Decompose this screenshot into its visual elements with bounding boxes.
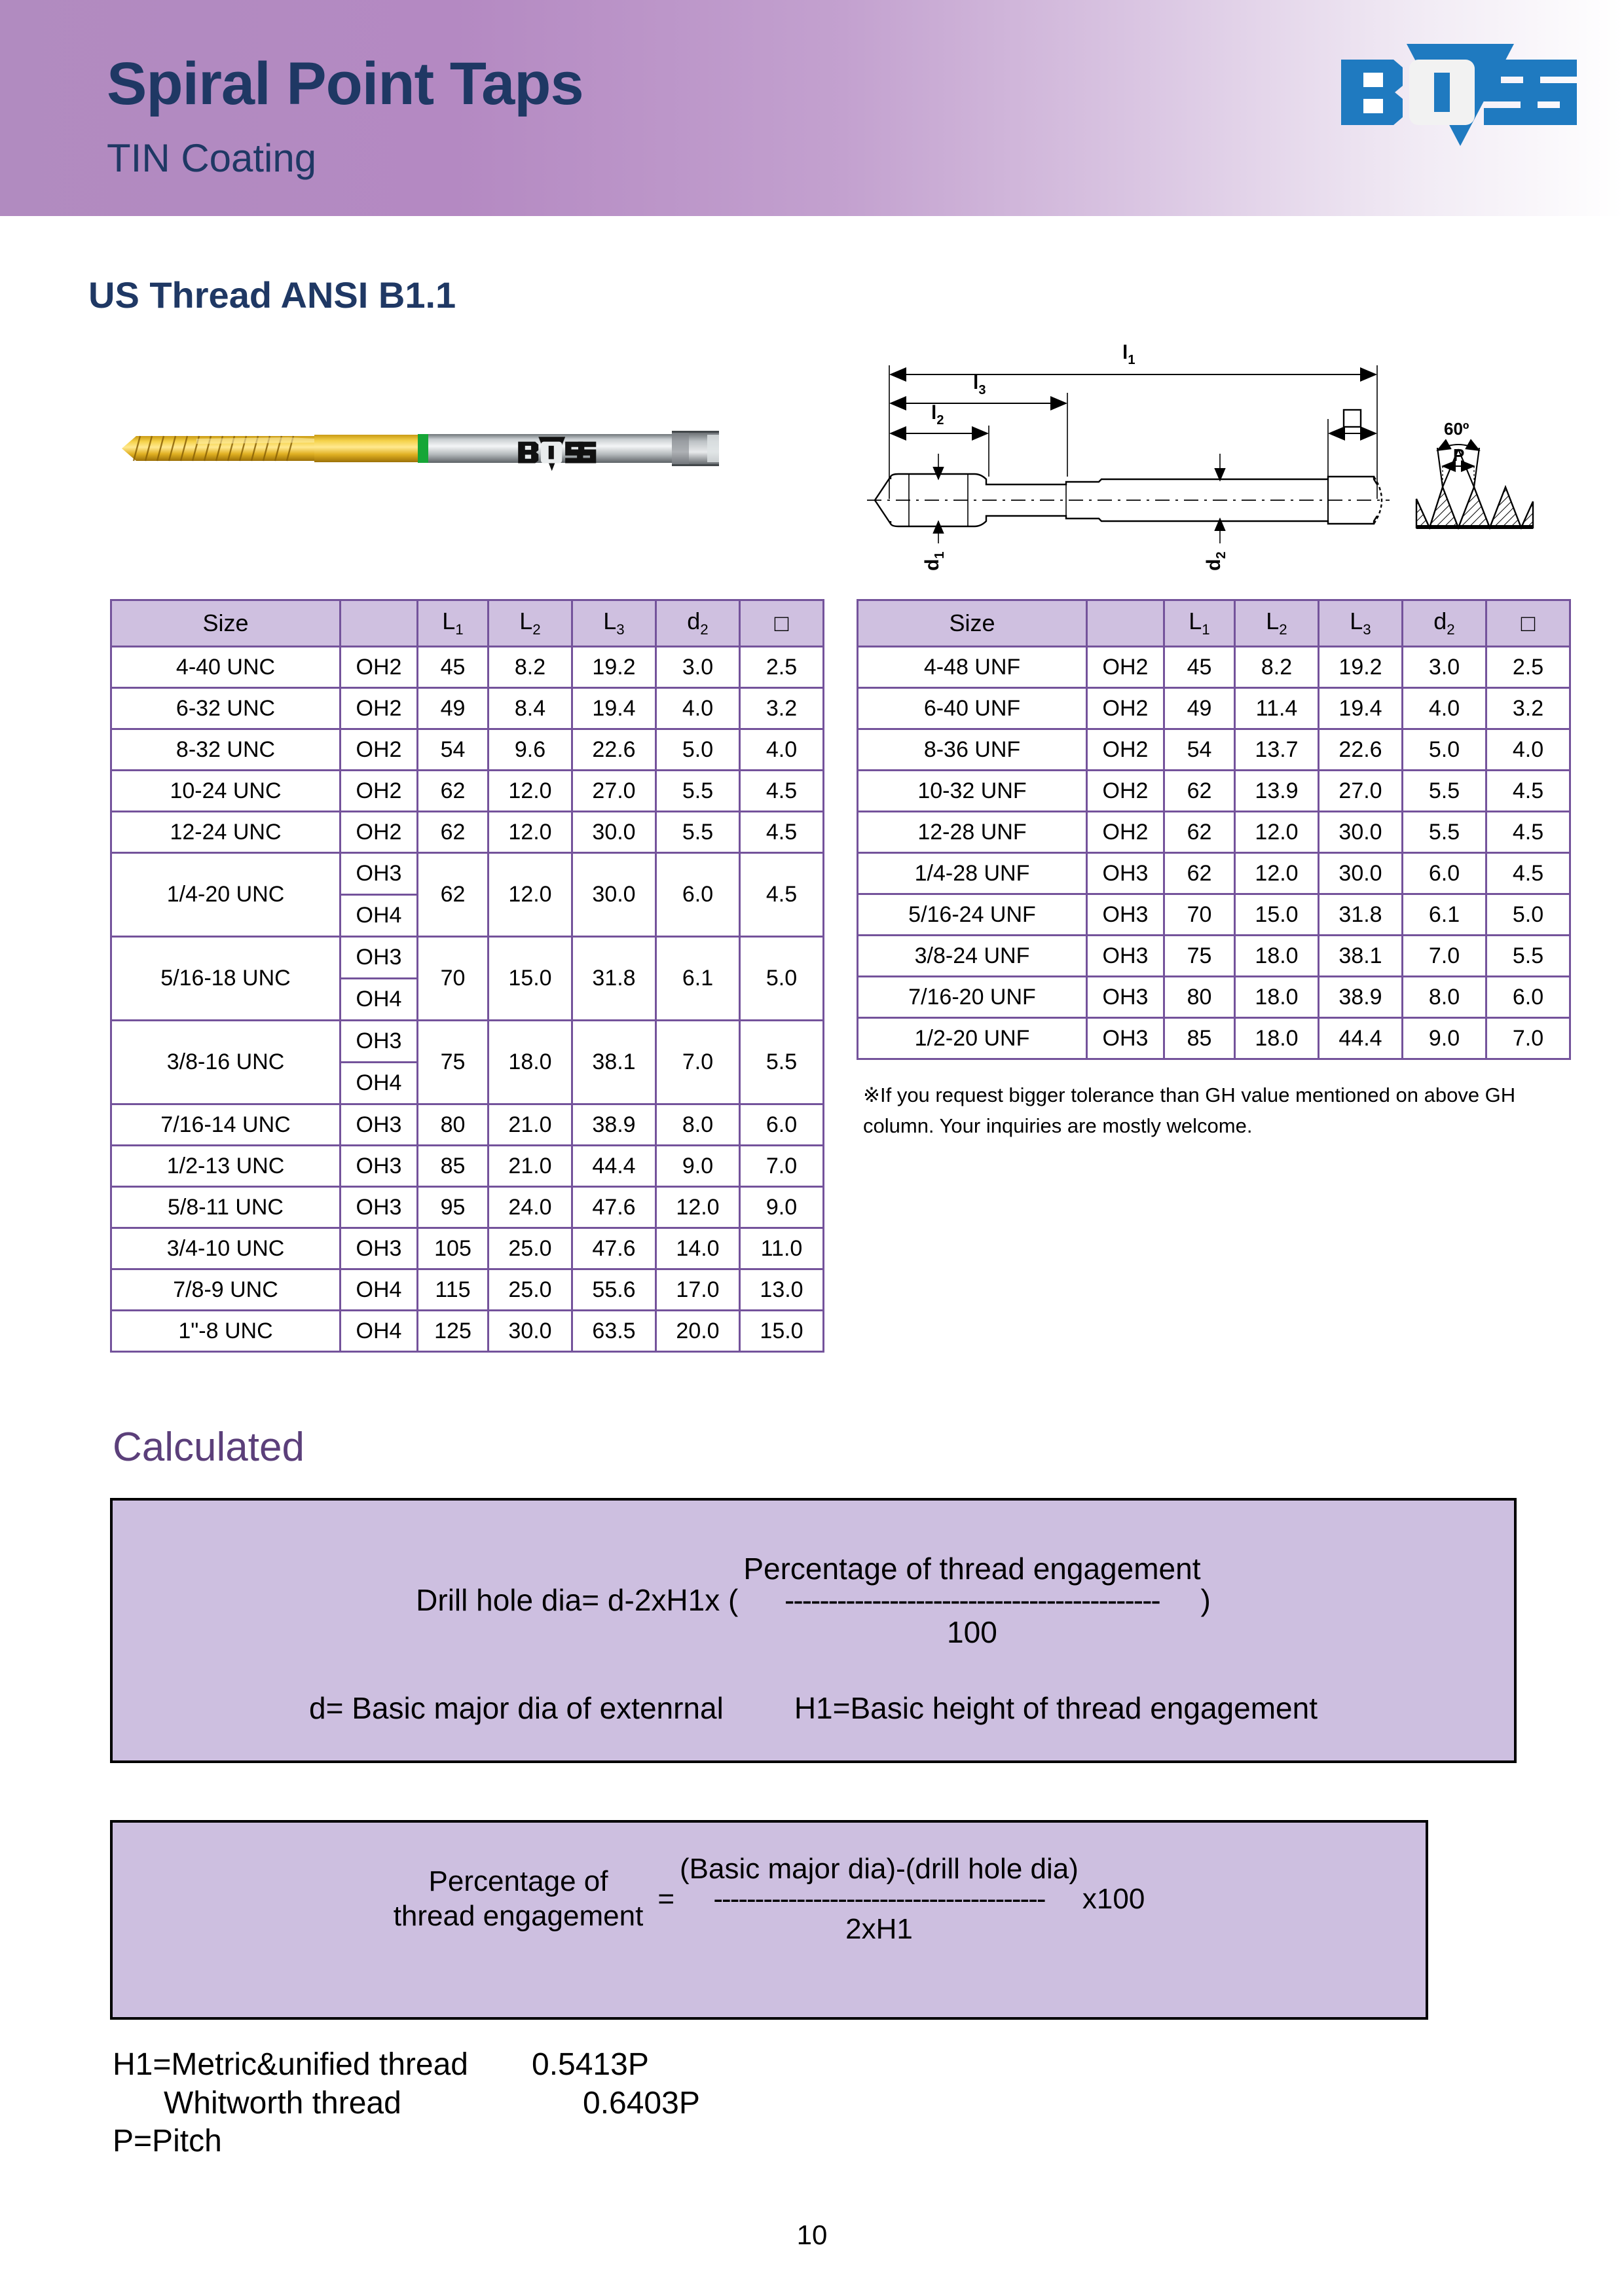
cell-sq: 15.0	[740, 1311, 824, 1352]
page-header	[0, 0, 1624, 216]
cell-gh: OH3	[341, 1187, 418, 1228]
cell-sq: 9.0	[740, 1187, 824, 1228]
cell-size: 7/8-9 UNC	[111, 1269, 341, 1311]
cell-l3: 22.6	[572, 729, 656, 771]
table-row	[858, 977, 1570, 1018]
cell-d2: 3.0	[656, 647, 740, 688]
cell-gh: OH2	[1087, 771, 1164, 812]
unf-spec-table-wrapper	[857, 599, 1571, 1060]
cell-size: 3/4-10 UNC	[111, 1228, 341, 1269]
cell-size: 5/16-24 UNF	[858, 894, 1087, 936]
cell-size: 3/8-24 UNF	[858, 936, 1087, 977]
col-header-d2: $d_2$	[656, 600, 740, 647]
cell-gh: OH3	[1087, 1018, 1164, 1059]
table-row	[111, 1021, 824, 1104]
cell-l1: 80	[1164, 977, 1235, 1018]
page-title: Spiral Point Taps	[107, 50, 583, 117]
cell-l3: 47.6	[572, 1187, 656, 1228]
cell-l1: 62	[1164, 853, 1235, 894]
cell-l1: 62	[418, 853, 489, 937]
cell-l1: 70	[418, 937, 489, 1021]
cell-gh: OH3	[1087, 894, 1164, 936]
cell-size: 10-24 UNC	[111, 771, 341, 812]
cell-gh: OH2	[341, 729, 418, 771]
cell-l3: 19.4	[572, 688, 656, 729]
cell-size: 1/4-20 UNC	[111, 853, 341, 937]
cell-sq: 5.0	[1486, 894, 1570, 936]
cell-gh-value: OH4	[341, 979, 416, 1020]
cell-l2: 18.0	[1235, 1018, 1319, 1059]
dim-label-l3: $l_3$	[973, 372, 986, 397]
h1-legend	[113, 2046, 700, 2161]
cell-l3: 19.2	[572, 647, 656, 688]
cell-l1: 70	[1164, 894, 1235, 936]
cell-d2: 6.1	[1403, 894, 1486, 936]
cell-l2: 18.0	[1235, 936, 1319, 977]
cell-sq: 6.0	[1486, 977, 1570, 1018]
formula-label-line2: thread engagement	[393, 1900, 644, 1933]
cell-sq: 2.5	[740, 647, 824, 688]
cell-l2: 11.4	[1235, 688, 1319, 729]
col-header-d2: $d_2$	[1403, 600, 1486, 647]
cell-l3: 19.2	[1319, 647, 1403, 688]
cell-l1: 80	[418, 1104, 489, 1146]
table-row	[111, 1146, 824, 1187]
table-row	[858, 894, 1570, 936]
table-row	[111, 1269, 824, 1311]
cell-d2: 14.0	[656, 1228, 740, 1269]
cell-l3: 44.4	[1319, 1018, 1403, 1059]
cell-size: 8-36 UNF	[858, 729, 1087, 771]
cell-l1: 54	[1164, 729, 1235, 771]
cell-d2: 4.0	[656, 688, 740, 729]
formula-lead: Drill hole dia= d-2xH1x (	[416, 1583, 739, 1618]
cell-l3: 30.0	[1319, 853, 1403, 894]
cell-size: 7/16-14 UNC	[111, 1104, 341, 1146]
cell-d2: 7.0	[1403, 936, 1486, 977]
cell-size: 5/8-11 UNC	[111, 1187, 341, 1228]
cell-gh: OH3	[1087, 936, 1164, 977]
legend-label-whitworth: Whitworth thread	[164, 2085, 401, 2121]
thread-angle-label: 60º	[1444, 419, 1469, 439]
cell-l3: 30.0	[1319, 812, 1403, 853]
table-row	[858, 729, 1570, 771]
cell-size: 8-32 UNC	[111, 729, 341, 771]
cell-gh: OH4	[341, 1269, 418, 1311]
cell-l3: 30.0	[572, 853, 656, 937]
cell-gh	[341, 1021, 418, 1104]
legend-label-pitch: P=Pitch	[113, 2124, 222, 2159]
col-header-l2: $L_2$	[489, 600, 572, 647]
table-row	[111, 647, 824, 688]
formula-denominator: 100	[947, 1614, 997, 1649]
cell-sq: 7.0	[1486, 1018, 1570, 1059]
cell-sq: 4.0	[1486, 729, 1570, 771]
formula-label-line1: Percentage of	[428, 1865, 608, 1898]
table-header-row	[111, 600, 824, 647]
cell-sq: 4.5	[740, 812, 824, 853]
table-header-row	[858, 600, 1570, 647]
cell-d2: 6.1	[656, 937, 740, 1021]
cell-gh-value: OH3	[341, 938, 416, 979]
cell-l3: 38.1	[1319, 936, 1403, 977]
cell-l1: 62	[418, 812, 489, 853]
formula-denominator: 2xH1	[845, 1913, 913, 1946]
formula-fraction	[743, 1553, 1200, 1648]
col-header-l3: $L_3$	[572, 600, 656, 647]
cell-l2: 24.0	[489, 1187, 572, 1228]
cell-d2: 5.0	[1403, 729, 1486, 771]
legend-row-whitworth	[113, 2085, 700, 2123]
table-row	[858, 1018, 1570, 1059]
cell-l2: 21.0	[489, 1104, 572, 1146]
table-row	[858, 771, 1570, 812]
cell-d2: 5.0	[656, 729, 740, 771]
cell-l3: 22.6	[1319, 729, 1403, 771]
cell-sq: 4.5	[740, 771, 824, 812]
table-row	[858, 853, 1570, 894]
formula-close-paren: )	[1200, 1583, 1211, 1618]
col-header-square: □	[740, 600, 824, 647]
cell-l3: 38.9	[572, 1104, 656, 1146]
table-row	[111, 688, 824, 729]
cell-l1: 75	[1164, 936, 1235, 977]
cell-l3: 27.0	[1319, 771, 1403, 812]
dim-label-d2: $d_2$	[1203, 551, 1228, 571]
cell-sq: 7.0	[740, 1146, 824, 1187]
cell-l2: 13.7	[1235, 729, 1319, 771]
cell-l1: 62	[1164, 812, 1235, 853]
product-photo-spiral-point-tap	[118, 412, 747, 484]
cell-gh: OH3	[341, 1104, 418, 1146]
cell-size: 3/8-16 UNC	[111, 1021, 341, 1104]
cell-l2: 8.2	[1235, 647, 1319, 688]
col-header-size: Size	[111, 600, 341, 647]
cell-gh: OH2	[341, 688, 418, 729]
table-row	[111, 1187, 824, 1228]
cell-size: 10-32 UNF	[858, 771, 1087, 812]
cell-l1: 62	[418, 771, 489, 812]
formula-drill-hole-dia	[113, 1553, 1514, 1648]
cell-gh: OH2	[1087, 812, 1164, 853]
cell-d2: 5.5	[656, 812, 740, 853]
cell-gh: OH2	[1087, 688, 1164, 729]
cell-l1: 75	[418, 1021, 489, 1104]
cell-d2: 8.0	[656, 1104, 740, 1146]
cell-sq: 5.5	[740, 1021, 824, 1104]
cell-l2: 9.6	[489, 729, 572, 771]
cell-size: 1/2-13 UNC	[111, 1146, 341, 1187]
cell-gh-value: OH3	[341, 1021, 416, 1063]
cell-l3: 47.6	[572, 1228, 656, 1269]
formula-numerator: Percentage of thread engagement	[743, 1552, 1201, 1586]
cell-l2: 8.2	[489, 647, 572, 688]
table-row	[111, 937, 824, 1021]
formula-bar: ----------------------------------------	[713, 1883, 1045, 1916]
cell-sq: 4.0	[740, 729, 824, 771]
cell-d2: 6.0	[1403, 853, 1486, 894]
table-row	[111, 729, 824, 771]
cell-size: 12-24 UNC	[111, 812, 341, 853]
cell-sq: 5.5	[1486, 936, 1570, 977]
col-header-l3: $L_3$	[1319, 600, 1403, 647]
cell-l3: 38.9	[1319, 977, 1403, 1018]
cell-l2: 13.9	[1235, 771, 1319, 812]
formula-box-percentage-engagement	[110, 1820, 1428, 2020]
table-row	[858, 936, 1570, 977]
col-header-l1: $L_1$	[1164, 600, 1235, 647]
cell-l2: 30.0	[489, 1311, 572, 1352]
col-header-gh	[341, 600, 418, 647]
cell-sq: 5.0	[740, 937, 824, 1021]
cell-d2: 20.0	[656, 1311, 740, 1352]
cell-l3: 55.6	[572, 1269, 656, 1311]
dim-label-d1: $d_1$	[921, 551, 947, 571]
cell-l2: 15.0	[489, 937, 572, 1021]
definition-d: d= Basic major dia of extenrnal	[308, 1691, 724, 1725]
legend-row-pitch	[113, 2123, 700, 2161]
cell-l2: 25.0	[489, 1228, 572, 1269]
cell-size: 12-28 UNF	[858, 812, 1087, 853]
legend-row-metric	[113, 2046, 700, 2085]
table-row	[111, 812, 824, 853]
calculated-heading: Calculated	[113, 1425, 304, 1470]
cell-sq: 4.5	[1486, 771, 1570, 812]
cell-d2: 5.5	[1403, 812, 1486, 853]
cell-l1: 95	[418, 1187, 489, 1228]
cell-gh	[341, 853, 418, 937]
boss-logo	[1329, 36, 1578, 151]
cell-gh	[341, 937, 418, 1021]
cell-l1: 105	[418, 1228, 489, 1269]
cell-l2: 12.0	[489, 771, 572, 812]
cell-d2: 17.0	[656, 1269, 740, 1311]
cell-l1: 85	[418, 1146, 489, 1187]
cell-gh: OH2	[341, 771, 418, 812]
formula-equals: =	[657, 1883, 675, 1916]
cell-gh: OH2	[1087, 729, 1164, 771]
cell-gh: OH3	[1087, 977, 1164, 1018]
col-header-size: Size	[858, 600, 1087, 647]
cell-sq: 6.0	[740, 1104, 824, 1146]
cell-size: 6-32 UNC	[111, 688, 341, 729]
unc-table-body	[111, 647, 824, 1352]
unf-table-body	[858, 647, 1570, 1059]
cell-l1: 54	[418, 729, 489, 771]
cell-size: 7/16-20 UNF	[858, 977, 1087, 1018]
col-header-l1: $L_1$	[418, 600, 489, 647]
definition-h1: H1=Basic height of thread engagement	[794, 1691, 1318, 1725]
cell-l1: 115	[418, 1269, 489, 1311]
cell-l2: 21.0	[489, 1146, 572, 1187]
cell-sq: 3.2	[1486, 688, 1570, 729]
cell-l3: 30.0	[572, 812, 656, 853]
cell-l2: 12.0	[489, 812, 572, 853]
cell-l3: 19.4	[1319, 688, 1403, 729]
cell-gh: OH4	[341, 1311, 418, 1352]
cell-d2: 9.0	[656, 1146, 740, 1187]
dim-label-l2: $l_2$	[931, 402, 944, 428]
technical-dimension-drawing	[858, 327, 1395, 576]
legend-value-whitworth: 0.6403P	[583, 2085, 700, 2121]
cell-l3: 38.1	[572, 1021, 656, 1104]
table-row	[111, 853, 824, 937]
cell-gh: OH2	[1087, 647, 1164, 688]
cell-gh: OH3	[1087, 853, 1164, 894]
cell-d2: 12.0	[656, 1187, 740, 1228]
formula-fraction	[680, 1854, 1079, 1945]
cell-d2: 9.0	[1403, 1018, 1486, 1059]
cell-l1: 125	[418, 1311, 489, 1352]
table-row	[858, 812, 1570, 853]
cell-l2: 18.0	[489, 1021, 572, 1104]
cell-size: 1/4-28 UNF	[858, 853, 1087, 894]
formula-definitions	[113, 1690, 1514, 1726]
cell-sq: 11.0	[740, 1228, 824, 1269]
unc-spec-table	[110, 599, 824, 1353]
cell-d2: 6.0	[656, 853, 740, 937]
table-row	[858, 647, 1570, 688]
cell-l1: 45	[418, 647, 489, 688]
cell-l2: 12.0	[1235, 853, 1319, 894]
cell-size: 4-40 UNC	[111, 647, 341, 688]
formula-bar: -------------------------------------------	[784, 1583, 1160, 1618]
cell-gh: OH3	[341, 1146, 418, 1187]
cell-l2: 25.0	[489, 1269, 572, 1311]
cell-sq: 2.5	[1486, 647, 1570, 688]
cell-l1: 62	[1164, 771, 1235, 812]
formula-percentage-engagement	[113, 1854, 1426, 1945]
cell-l2: 15.0	[1235, 894, 1319, 936]
cell-l2: 8.4	[489, 688, 572, 729]
cell-d2: 5.5	[656, 771, 740, 812]
cell-l1: 49	[1164, 688, 1235, 729]
cell-l2: 18.0	[1235, 977, 1319, 1018]
cell-l3: 27.0	[572, 771, 656, 812]
cell-gh-value: OH4	[341, 1063, 416, 1104]
table-row	[111, 1311, 824, 1352]
cell-sq: 4.5	[1486, 812, 1570, 853]
cell-l3: 31.8	[572, 937, 656, 1021]
unf-spec-table	[857, 599, 1571, 1060]
cell-l3: 44.4	[572, 1146, 656, 1187]
cell-size: 1"-8 UNC	[111, 1311, 341, 1352]
cell-size: 6-40 UNF	[858, 688, 1087, 729]
legend-label-metric: H1=Metric&unified thread	[113, 2047, 468, 2082]
cell-gh: OH2	[341, 647, 418, 688]
table-row	[111, 1228, 824, 1269]
col-header-l2: $L_2$	[1235, 600, 1319, 647]
cell-gh-value: OH4	[341, 895, 416, 936]
cell-sq: 4.5	[740, 853, 824, 937]
cell-l1: 85	[1164, 1018, 1235, 1059]
cell-size: 4-48 UNF	[858, 647, 1087, 688]
cell-gh-value: OH3	[341, 854, 416, 895]
legend-value-metric: 0.5413P	[532, 2047, 649, 2082]
formula-label	[394, 1865, 644, 1934]
cell-gh: OH3	[341, 1228, 418, 1269]
cell-d2: 8.0	[1403, 977, 1486, 1018]
cell-size: 1/2-20 UNF	[858, 1018, 1087, 1059]
table-row	[111, 771, 824, 812]
cell-sq: 13.0	[740, 1269, 824, 1311]
formula-box-drill-hole-dia	[110, 1498, 1517, 1763]
cell-sq: 4.5	[1486, 853, 1570, 894]
cell-d2: 4.0	[1403, 688, 1486, 729]
dim-label-l1: $l_1$	[1122, 342, 1135, 367]
col-header-gh	[1087, 600, 1164, 647]
cell-d2: 7.0	[656, 1021, 740, 1104]
cell-l1: 49	[418, 688, 489, 729]
cell-l2: 12.0	[1235, 812, 1319, 853]
unc-spec-table-wrapper	[110, 599, 824, 1353]
cell-gh: OH2	[341, 812, 418, 853]
cell-l2: 12.0	[489, 853, 572, 937]
cell-d2: 3.0	[1403, 647, 1486, 688]
cell-sq: 3.2	[740, 688, 824, 729]
cell-l3: 31.8	[1319, 894, 1403, 936]
tolerance-note: ※If you request bigger tolerance than GH value mentioned on above GH column. Your inquiries are mostly welcome.	[863, 1084, 1516, 1137]
page-subtitle: TIN Coating	[107, 136, 317, 180]
table-row	[858, 688, 1570, 729]
cell-size: 5/16-18 UNC	[111, 937, 341, 1021]
cell-l1: 45	[1164, 647, 1235, 688]
formula-multiplier: x100	[1082, 1883, 1145, 1916]
thread-profile-diagram	[1398, 406, 1575, 537]
cell-l3: 63.5	[572, 1311, 656, 1352]
table-row	[111, 1104, 824, 1146]
formula-numerator: (Basic major dia)-(drill hole dia)	[680, 1853, 1079, 1885]
dim-label-square	[1344, 410, 1361, 427]
col-header-square: □	[1486, 600, 1570, 647]
thread-pitch-label: P	[1453, 445, 1465, 465]
cell-d2: 5.5	[1403, 771, 1486, 812]
section-heading: US Thread ANSI B1.1	[88, 274, 456, 316]
page-number: 10	[796, 2219, 828, 2250]
